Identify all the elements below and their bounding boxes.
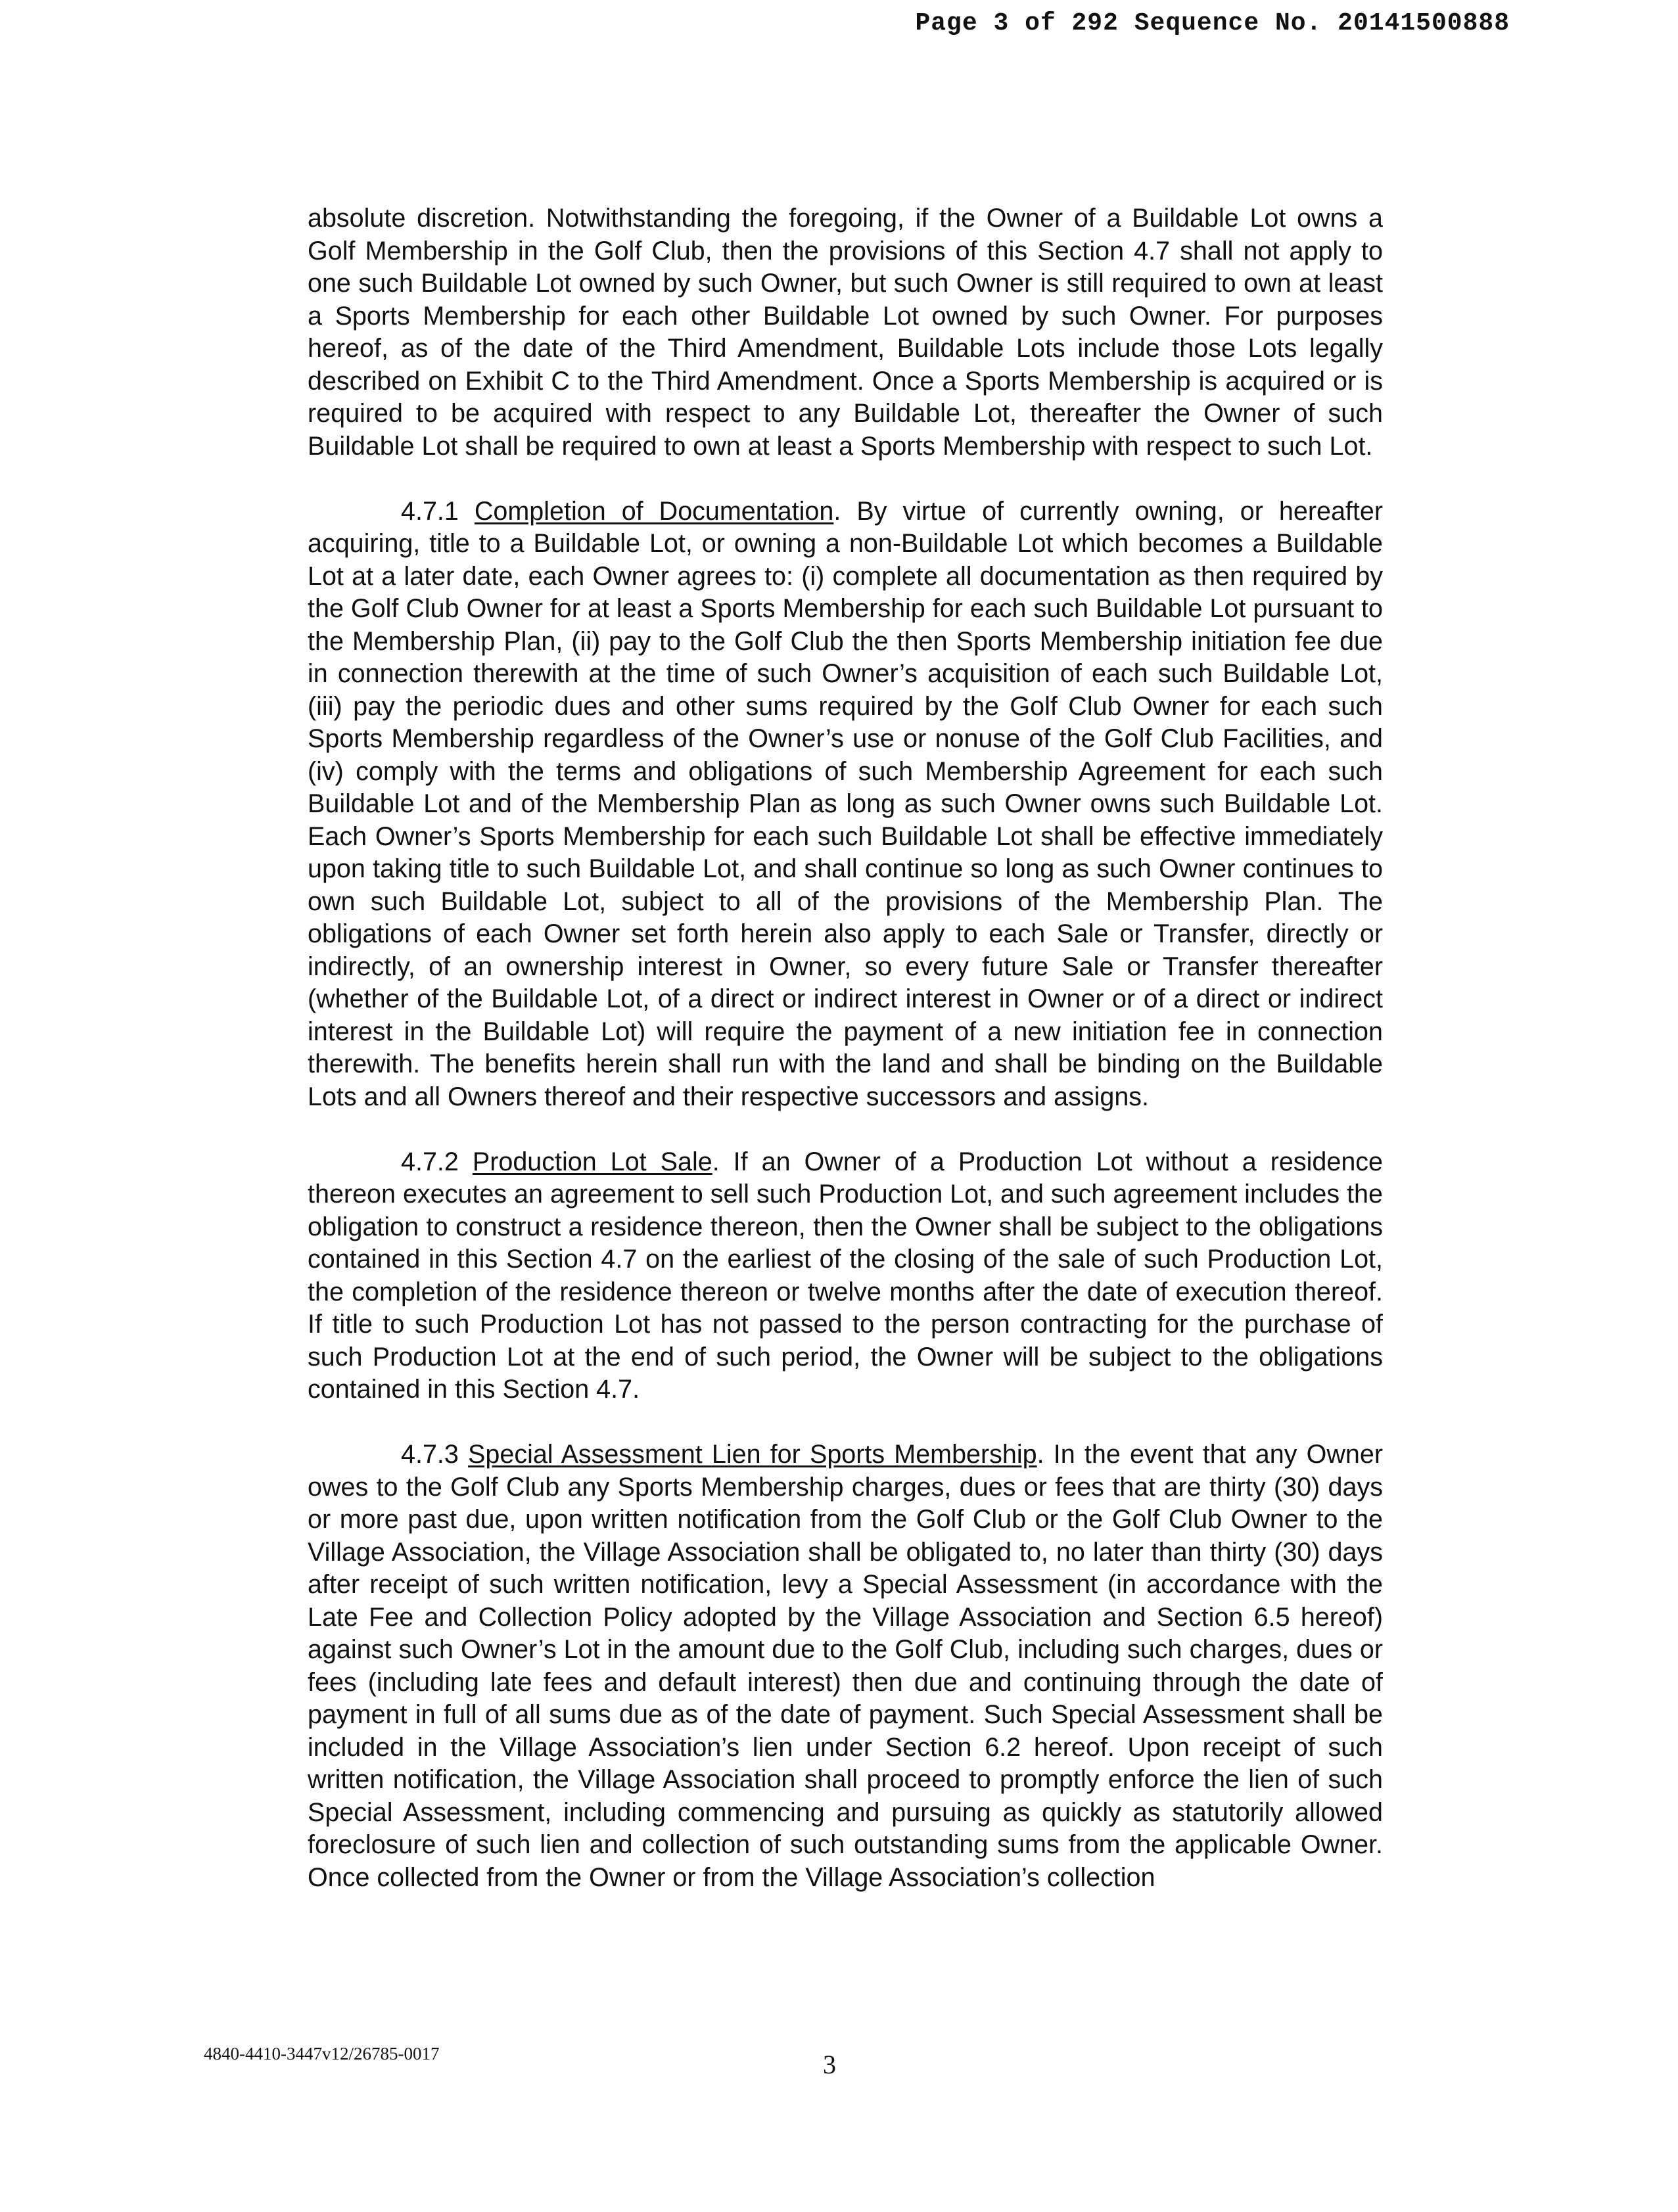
section-heading: Special Assessment Lien for Sports Membership [468,1440,1037,1469]
section-heading: Production Lot Sale [472,1147,712,1176]
section-number: 4.7.1 [401,496,459,526]
document-body [308,202,1383,1894]
document-id-footer: 4840-4410-3447v12/26785-0017 [204,2044,440,2063]
paragraph-text: . In the event that any Owner owes to the Golf Club any Sports Membership charges, dues or fees that are thirty (30) days or more past due, upon written notification from the Golf Club or the Golf Club Owner to the Village Association, the Village Association shall be obligated to, no later than thirty (30) days after receipt of such written notification, levy a Special Assessment (in accordance with the Late Fee and Collection Policy adopted by the Village Association and Section 6.5 hereof) against such Owner’s Lot in the amount due to the Golf Club, including such charges, dues or fees (including late fees and default interest) then due and continuing through the date of payment in full of all sums due as of the date of payment. Such Special Assessment shall be included in the Village Association’s lien under Section 6.2 hereof. Upon receipt of such written notification, the Village Association shall proceed to promptly enforce the lien of such Special Assessment, including commencing and pursuing as quickly as statutorily allowed foreclosure of such lien and collection of such outstanding sums from the applicable Owner. Once collected from the Owner or from the Village Association’s collection [308,1440,1383,1892]
paragraph-text: . If an Owner of a Production Lot without a residence thereon executes an agreement to sell such Production Lot, and such agreement includes the obligation to construct a residence thereon, then the Owner shall be subject to the obligations contained in this Section 4.7 on the earliest of the closing of the sale of such Production Lot, the completion of the residence thereon or twelve months after the date of execution thereof. If title to such Production Lot has not passed to the person contracting for the purchase of such Production Lot at the end of such period, the Owner will be subject to the obligations contained in this Section 4.7. [308,1147,1383,1404]
paragraph-text: absolute discretion. Notwithstanding the foregoing, if the Owner of a Buildable Lot owns a Golf Membership in the Golf Club, then the provisions of this Section 4.7 shall not apply to one such Buildable Lot owned by such Owner, but such Owner is still required to own at least a Sports Membership for each other Buildable Lot owned by such Owner. For purposes hereof, as of the date of the Third Amendment, Buildable Lots include those Lots legally described on Exhibit C to the Third Amendment. Once a Sports Membership is acquired or is required to be acquired with respect to any Buildable Lot, thereafter the Owner of such Buildable Lot shall be required to own at least a Sports Membership with respect to such Lot. [308,204,1383,461]
section-4-7-3 [308,1439,1383,1894]
section-heading: Completion of Documentation [474,496,834,526]
section-number: 4.7.3 [401,1440,459,1469]
paragraph-text: . By virtue of currently owning, or hereafter acquiring, title to a Buildable Lot, or owning a non-Buildable Lot which becomes a Buildable Lot at a later date, each Owner agrees to: (i) complete all documentation as then required by the Golf Club Owner for at least a Sports Membership for each such Buildable Lot pursuant to the Membership Plan, (ii) pay to the Golf Club the then Sports Membership initiation fee due in connection therewith at the time of such Owner’s acquisition of each such Buildable Lot, (iii) pay the periodic dues and other sums required by the Golf Club Owner for each such Sports Membership regardless of the Owner’s use or nonuse of the Golf Club Facilities, and (iv) comply with the terms and obligations of such Membership Agreement for each such Buildable Lot and of the Membership Plan as long as such Owner owns such Buildable Lot. Each Owner’s Sports Membership for each such Buildable Lot shall be effective immediately upon taking title to such Buildable Lot, and shall continue so long as such Owner continues to own such Buildable Lot, subject to all of the provisions of the Membership Plan. The obligations of each Owner set forth herein also apply to each Sale or Transfer, directly or indirectly, of an ownership interest in Owner, so every future Sale or Transfer thereafter (whether of the Buildable Lot, of a direct or indirect interest in Owner or of a direct or indirect interest in the Buildable Lot) will require the payment of a new initiation fee in connection therewith. The benefits herein shall run with the land and shall be binding on the Buildable Lots and all Owners thereof and their respective successors and assigns. [308,496,1383,1111]
page-sequence-header: Page 3 of 292 Sequence No. 20141500888 [915,9,1510,37]
page-number: 3 [823,2050,836,2079]
paragraph-continuation [308,202,1383,463]
section-number: 4.7.2 [401,1147,459,1176]
section-4-7-2 [308,1146,1383,1406]
section-4-7-1 [308,495,1383,1114]
